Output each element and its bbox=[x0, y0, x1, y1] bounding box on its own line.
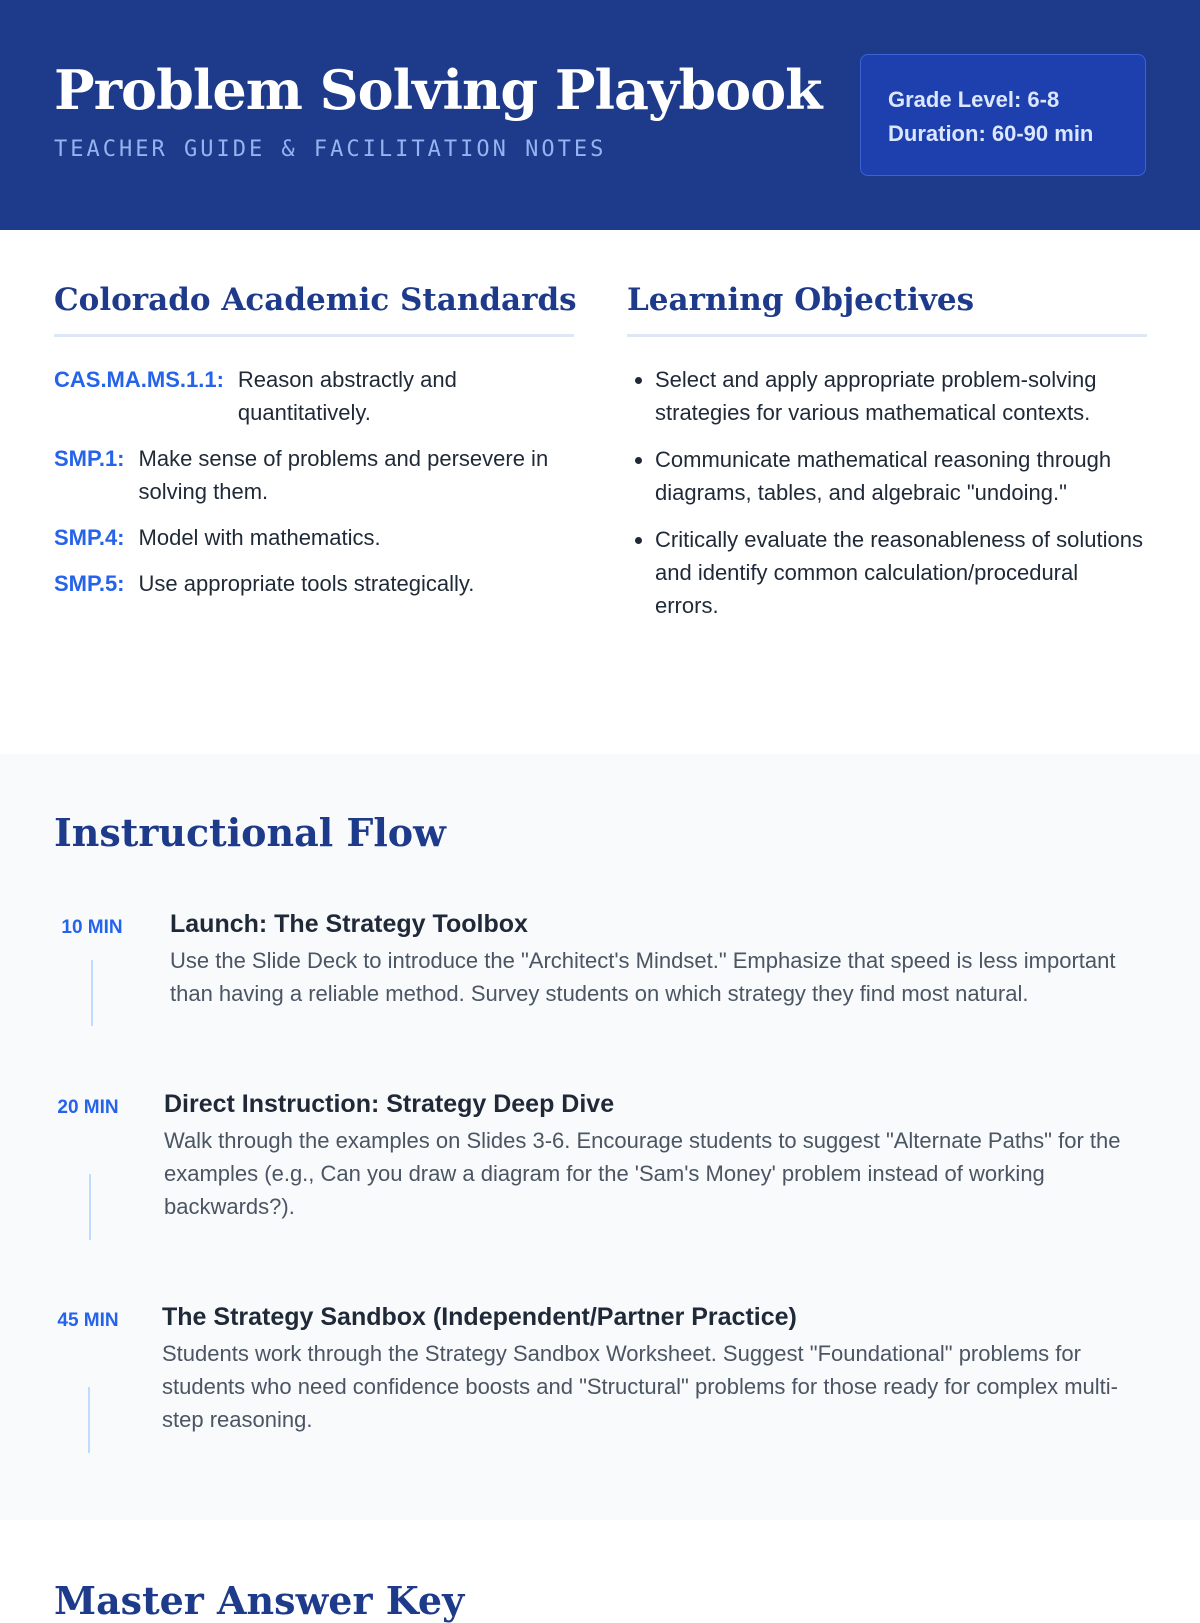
standard-text: Reason abstractly and quantitatively. bbox=[237, 367, 457, 425]
page-title: Problem Solving Playbook bbox=[54, 58, 822, 122]
step-duration: 20 MIN bbox=[57, 1097, 119, 1118]
objective-item: • Select and apply appropriate problem-solving strategies for various mathematical contexts. bbox=[655, 363, 1147, 429]
answer-key-heading: Master Answer Key bbox=[54, 1578, 465, 1623]
standard-code: SMP.1: bbox=[54, 446, 125, 471]
standard-item bbox=[54, 363, 574, 429]
step-content bbox=[162, 1301, 1137, 1436]
standard-item bbox=[54, 567, 574, 600]
step-title: Direct Instruction: Strategy Deep Dive bbox=[164, 1090, 615, 1118]
objectives-column bbox=[627, 282, 1147, 636]
standard-item bbox=[54, 442, 574, 508]
meta-info-box bbox=[860, 54, 1146, 176]
timeline-connector bbox=[91, 960, 93, 1026]
standards-heading: Colorado Academic Standards bbox=[54, 282, 574, 337]
objectives-list bbox=[627, 363, 1147, 622]
step-title: Launch: The Strategy Toolbox bbox=[170, 910, 528, 938]
standard-item bbox=[54, 521, 574, 554]
timeline-connector bbox=[89, 1174, 91, 1240]
flow-step bbox=[54, 908, 1134, 1048]
step-duration: 45 MIN bbox=[57, 1310, 119, 1331]
duration: Duration: 60-90 min bbox=[888, 121, 1094, 146]
standard-text: Model with mathematics. bbox=[138, 525, 381, 550]
objective-item: • Communicate mathematical reasoning through diagrams, tables, and algebraic "undoing." bbox=[655, 443, 1147, 509]
standards-column bbox=[54, 282, 577, 613]
instructional-flow-section bbox=[0, 754, 1200, 1520]
standard-code: CAS.MA.MS.1.1: bbox=[54, 367, 224, 392]
objectives-heading: Learning Objectives bbox=[627, 282, 1147, 337]
grade-level: Grade Level: 6-8 bbox=[888, 87, 1060, 112]
standard-text: Make sense of problems and persevere in solving them. bbox=[138, 446, 549, 504]
step-title: The Strategy Sandbox (Independent/Partner Practice) bbox=[162, 1303, 797, 1331]
flow-step bbox=[54, 1088, 1134, 1268]
standard-code: SMP.5: bbox=[54, 571, 125, 596]
page-header bbox=[0, 0, 1200, 230]
flow-heading: Instructional Flow bbox=[54, 810, 446, 855]
timeline-connector bbox=[88, 1387, 90, 1453]
objective-item: • Critically evaluate the reasonableness of solutions and identify common calculation/procedural errors. bbox=[655, 523, 1147, 622]
standard-text: Use appropriate tools strategically. bbox=[138, 571, 475, 596]
step-description: Walk through the examples on Slides 3-6. Encourage students to suggest "Alternate Paths" for the examples (e.g., Can you draw a diagram for the 'Sam's Money' problem instead of working backwards?). bbox=[164, 1128, 1121, 1219]
standard-code: SMP.4: bbox=[54, 525, 125, 550]
step-description: Use the Slide Deck to introduce the "Architect's Mindset." Emphasize that speed is less important than having a reliable method. Survey students on which strategy they find most natural. bbox=[170, 948, 1116, 1006]
step-description: Students work through the Strategy Sandbox Worksheet. Suggest "Foundational" problems for students who need confidence boosts and "Structural" problems for those ready for complex multi-step reasoning. bbox=[162, 1341, 1119, 1432]
flow-step bbox=[54, 1301, 1134, 1481]
step-content bbox=[164, 1088, 1136, 1223]
step-content bbox=[170, 908, 1135, 1010]
page-subtitle: TEACHER GUIDE & FACILITATION NOTES bbox=[54, 137, 607, 162]
standards-list bbox=[54, 363, 574, 600]
step-duration: 10 MIN bbox=[61, 917, 123, 938]
